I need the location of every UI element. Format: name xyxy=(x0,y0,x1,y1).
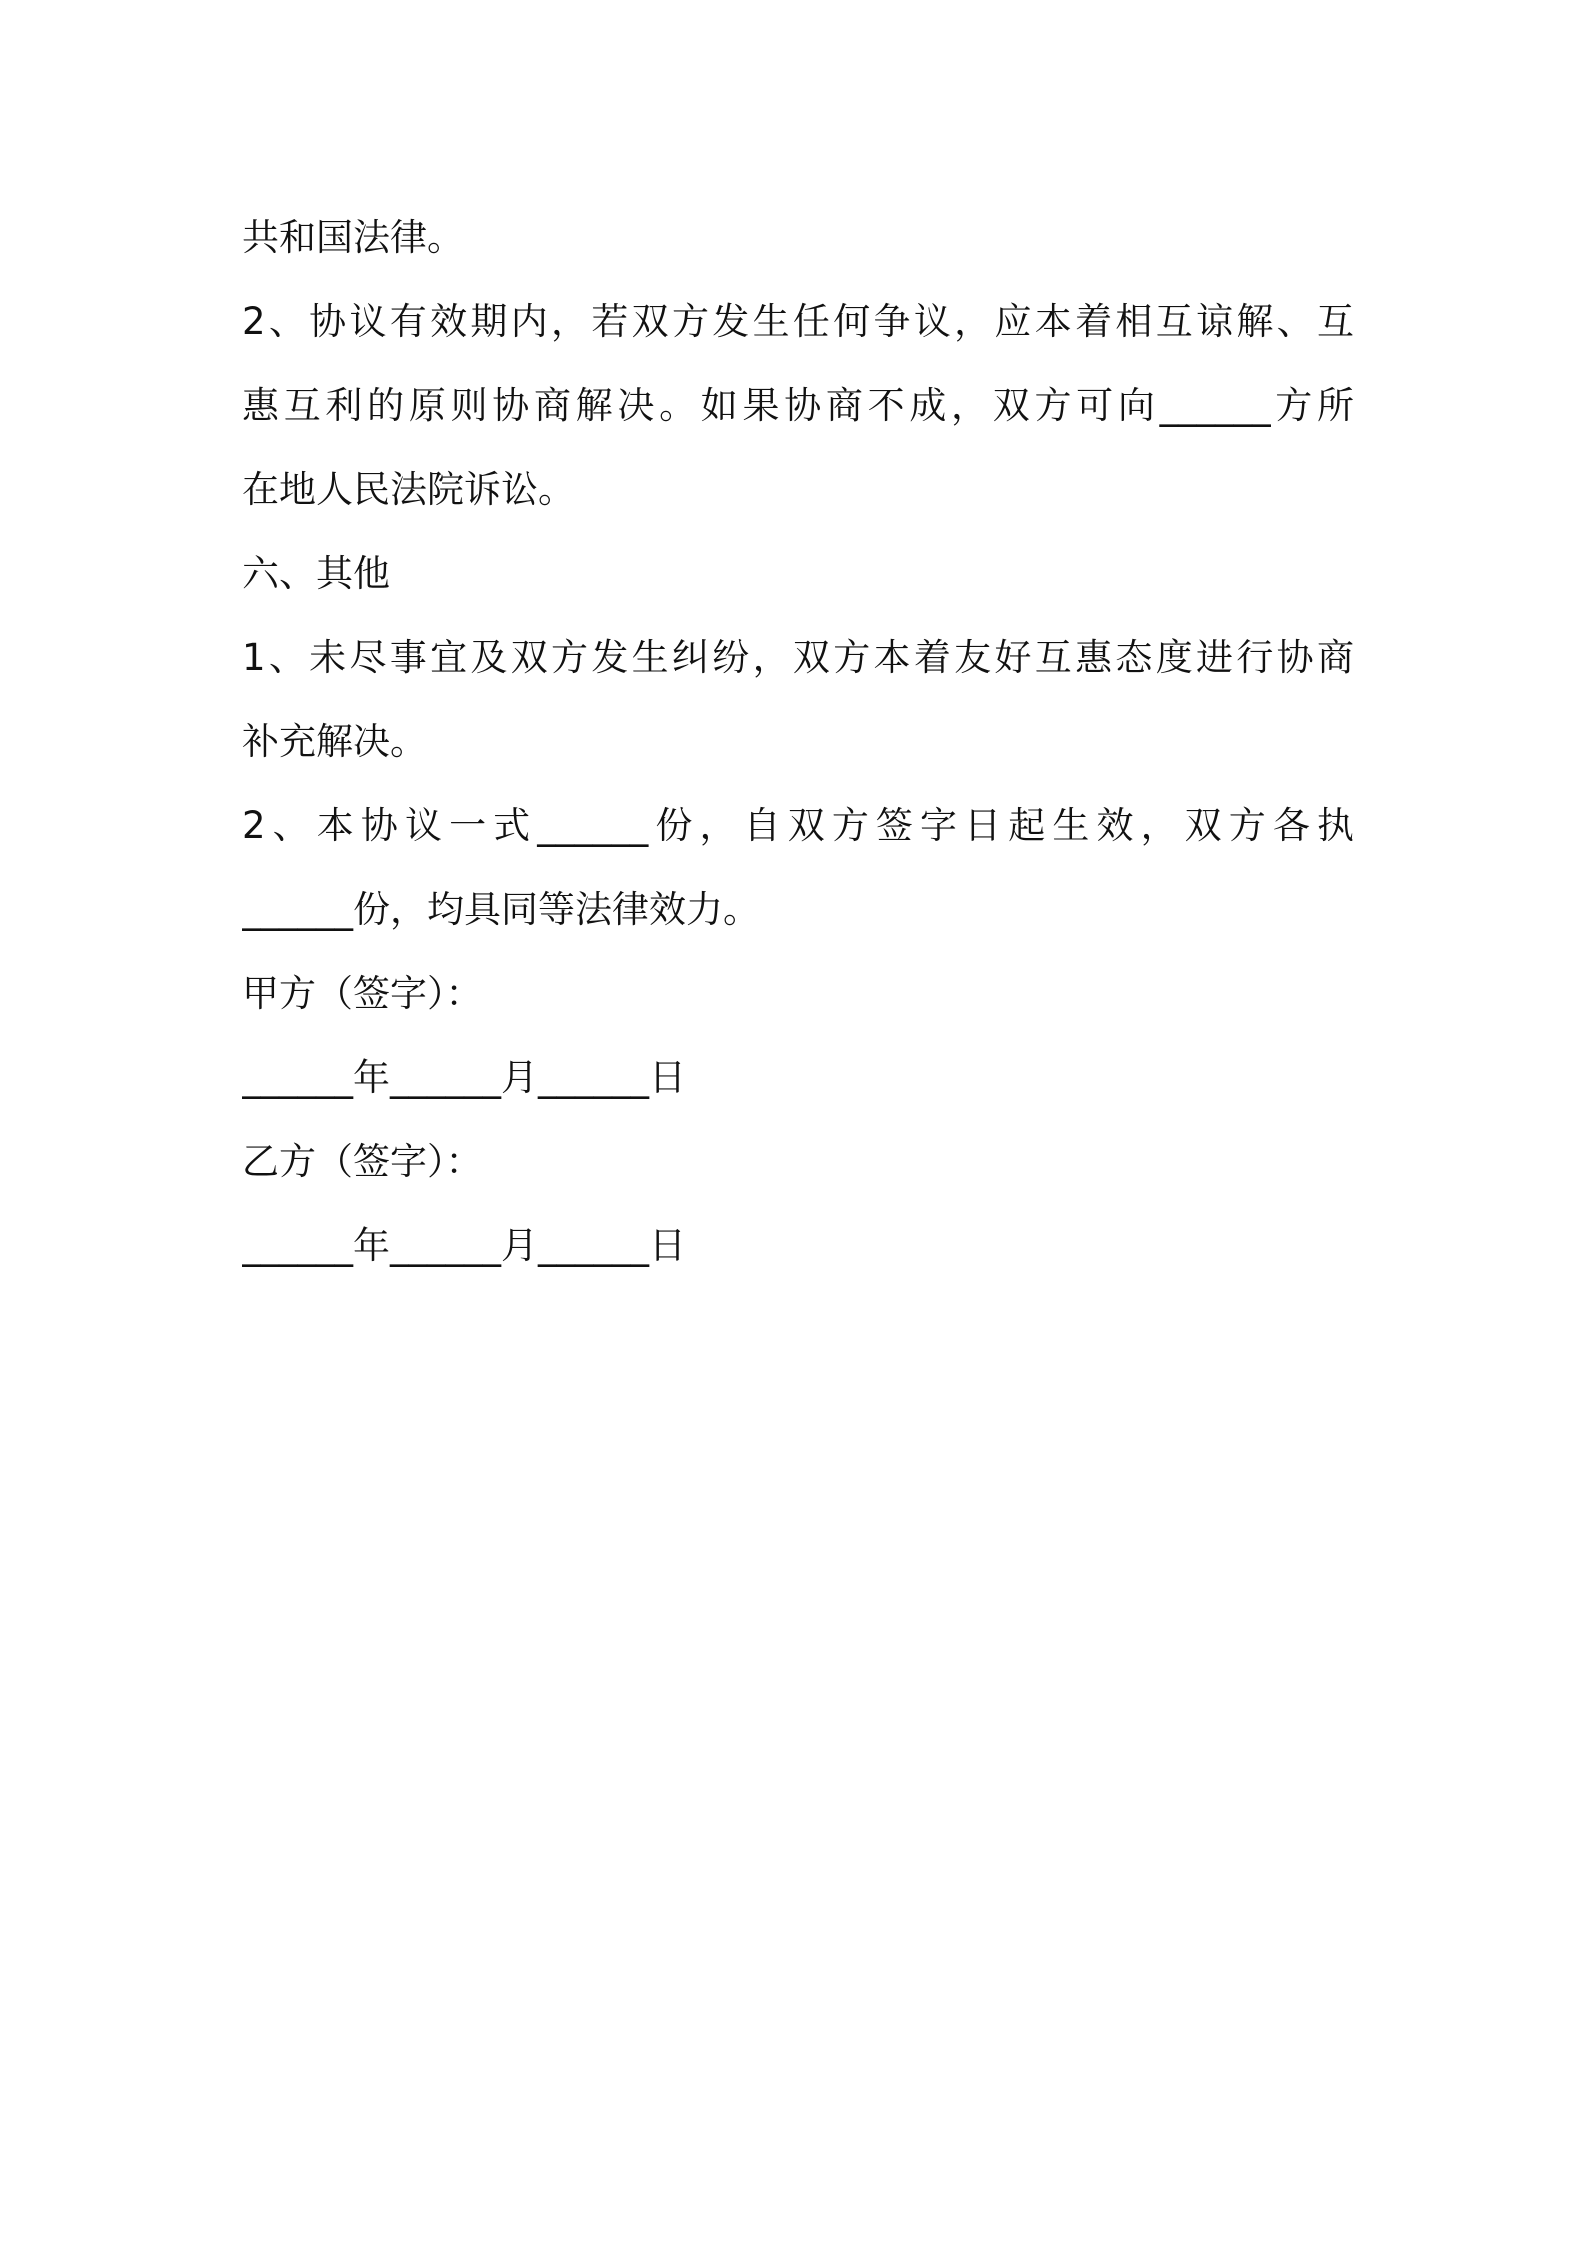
party-a-signature-label: 甲方（签字）： xyxy=(242,972,483,1015)
clause-5-2-line-2: 惠互利的原则协商解决。如果协商不成，双方可向______方所 xyxy=(242,384,1354,427)
clause-6-1-line-1: 1、未尽事宜及双方发生纠纷，双方本着友好互惠态度进行协商 xyxy=(242,636,1354,679)
party-b-date-line: ______年______月______日 xyxy=(242,1224,686,1267)
party-a-date-line: ______年______月______日 xyxy=(242,1056,686,1099)
clause-6-1-line-2: 补充解决。 xyxy=(242,720,427,763)
clause-5-1-continuation: 共和国法律。 xyxy=(242,216,464,259)
clause-6-2-line-1: 2、本协议一式______份，自双方签字日起生效，双方各执 xyxy=(242,804,1354,847)
party-b-signature-label: 乙方（签字）： xyxy=(242,1140,483,1183)
clause-5-2-line-3: 在地人民法院诉讼。 xyxy=(242,468,575,511)
clause-6-2-line-2: ______份，均具同等法律效力。 xyxy=(242,888,760,931)
document-body xyxy=(242,196,1354,1288)
section-heading-other: 六、其他 xyxy=(242,552,390,595)
clause-5-2-line-1: 2、协议有效期内，若双方发生任何争议，应本着相互谅解、互 xyxy=(242,300,1354,343)
